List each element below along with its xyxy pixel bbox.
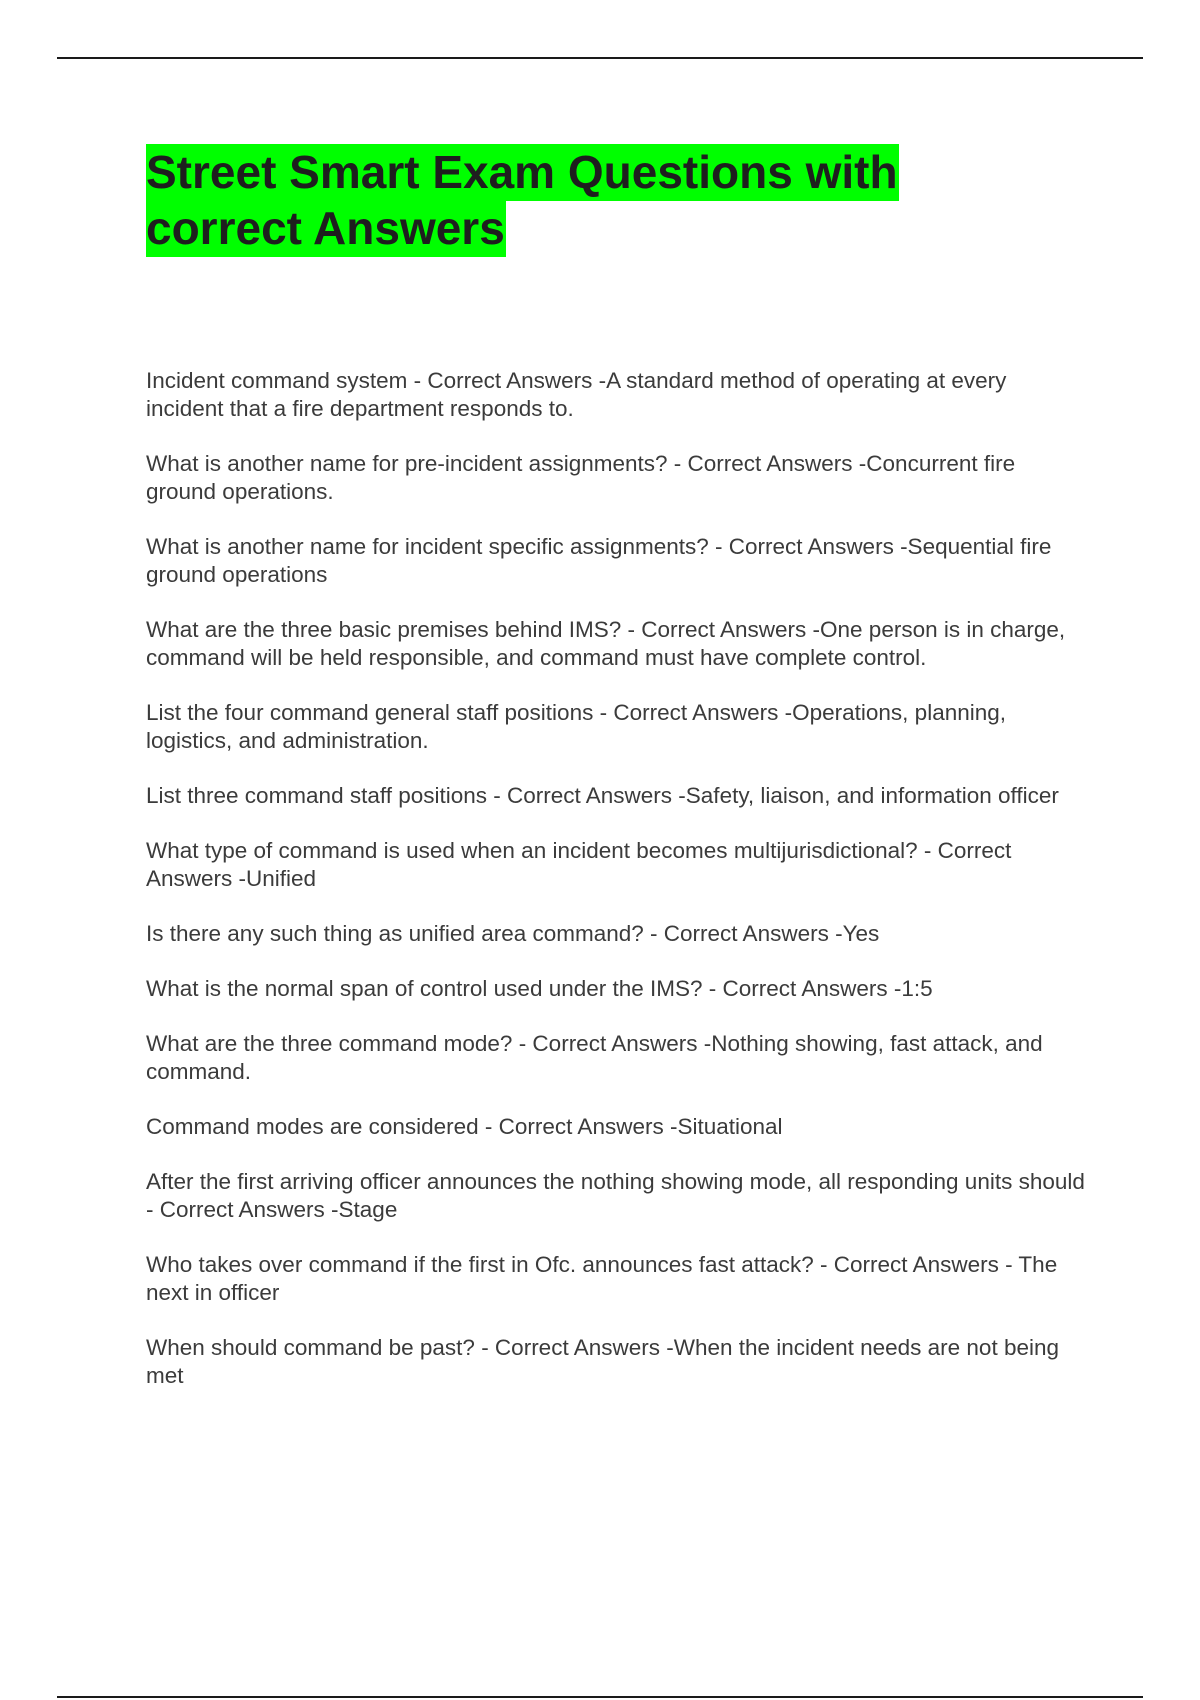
qa-item: What is another name for pre-incident assignments? - Correct Answers -Concurrent fire ground operations. bbox=[146, 451, 1016, 504]
qa-item: Is there any such thing as unified area command? - Correct Answers -Yes bbox=[146, 921, 880, 946]
qa-item: What are the three command mode? - Correct Answers -Nothing showing, fast attack, and command. bbox=[146, 1031, 1043, 1084]
qa-item: List the four command general staff positions - Correct Answers -Operations, planning, logistics, and administration. bbox=[146, 700, 1007, 753]
top-rule bbox=[57, 57, 1143, 59]
qa-item: What is another name for incident specific assignments? - Correct Answers -Sequential fire ground operations bbox=[146, 534, 1052, 587]
bottom-rule bbox=[57, 1696, 1143, 1698]
qa-item: What are the three basic premises behind IMS? - Correct Answers -One person is in charge, command will be held responsible, and command must have complete control. bbox=[146, 617, 1066, 670]
qa-item: After the first arriving officer announces the nothing showing mode, all responding units should - Correct Answers -Stage bbox=[146, 1169, 1085, 1222]
title-highlight: Street Smart Exam Questions with correct Answers bbox=[146, 144, 899, 257]
qa-item: Who takes over command if the first in Ofc. announces fast attack? - Correct Answers - The next in officer bbox=[146, 1252, 1058, 1305]
qa-item: What type of command is used when an incident becomes multijurisdictional? - Correct Answers -Unified bbox=[146, 838, 1012, 891]
qa-item: Command modes are considered - Correct Answers -Situational bbox=[146, 1114, 783, 1139]
qa-list bbox=[146, 367, 1086, 1390]
qa-item: When should command be past? - Correct Answers -When the incident needs are not being met bbox=[146, 1335, 1059, 1388]
qa-item: Incident command system - Correct Answers -A standard method of operating at every incident that a fire department responds to. bbox=[146, 368, 1007, 421]
qa-item: What is the normal span of control used under the IMS? - Correct Answers -1:5 bbox=[146, 976, 933, 1001]
document-title bbox=[146, 144, 1046, 256]
qa-item: List three command staff positions - Correct Answers -Safety, liaison, and information officer bbox=[146, 783, 1059, 808]
